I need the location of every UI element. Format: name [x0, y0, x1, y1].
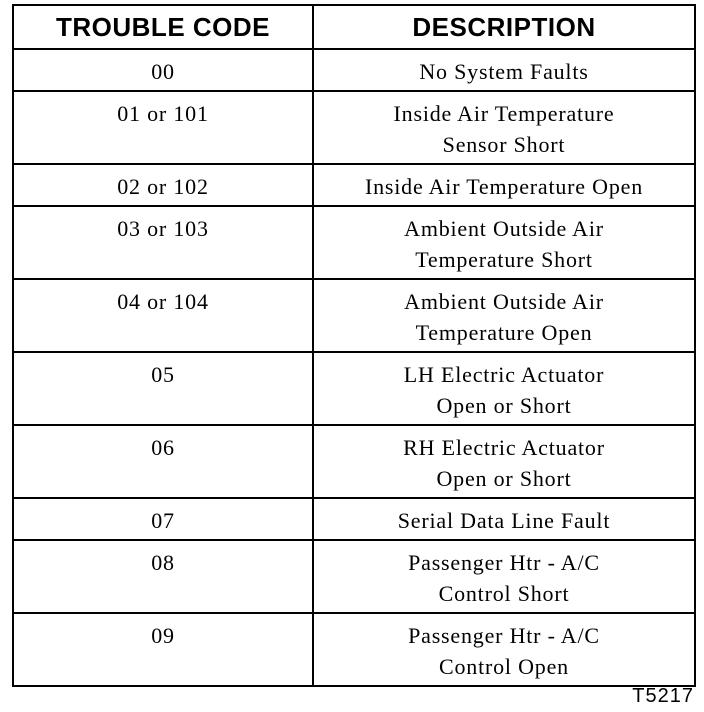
trouble-code-cell: 06 [13, 425, 313, 498]
trouble-code-cell: 08 [13, 540, 313, 613]
trouble-code-cell: 02 or 102 [13, 164, 313, 206]
header-description: DESCRIPTION [313, 5, 695, 49]
description-cell: Inside Air Temperature Open [313, 164, 695, 206]
trouble-code-cell: 00 [13, 49, 313, 91]
description-cell: Ambient Outside Air Temperature Open [313, 279, 695, 352]
description-cell: LH Electric Actuator Open or Short [313, 352, 695, 425]
trouble-code-cell: 03 or 103 [13, 206, 313, 279]
trouble-code-table-wrapper [12, 4, 694, 687]
description-cell: RH Electric Actuator Open or Short [313, 425, 695, 498]
trouble-code-cell: 09 [13, 613, 313, 686]
header-trouble-code: TROUBLE CODE [13, 5, 313, 49]
table-row [13, 540, 695, 613]
table-row [13, 49, 695, 91]
figure-id-label: T5217 [632, 685, 694, 707]
description-cell: Inside Air Temperature Sensor Short [313, 91, 695, 164]
table-row [13, 164, 695, 206]
table-row [13, 352, 695, 425]
trouble-code-cell: 05 [13, 352, 313, 425]
description-cell: No System Faults [313, 49, 695, 91]
trouble-code-table [12, 4, 696, 687]
description-cell: Serial Data Line Fault [313, 498, 695, 540]
trouble-code-cell: 04 or 104 [13, 279, 313, 352]
table-row [13, 91, 695, 164]
description-cell: Passenger Htr - A/C Control Short [313, 540, 695, 613]
trouble-code-cell: 07 [13, 498, 313, 540]
table-row [13, 425, 695, 498]
trouble-code-cell: 01 or 101 [13, 91, 313, 164]
table-row [13, 613, 695, 686]
table-body [13, 49, 695, 686]
table-row [13, 498, 695, 540]
table-row [13, 206, 695, 279]
description-cell: Ambient Outside Air Temperature Short [313, 206, 695, 279]
table-row [13, 279, 695, 352]
description-cell: Passenger Htr - A/C Control Open [313, 613, 695, 686]
table-header-row [13, 5, 695, 49]
